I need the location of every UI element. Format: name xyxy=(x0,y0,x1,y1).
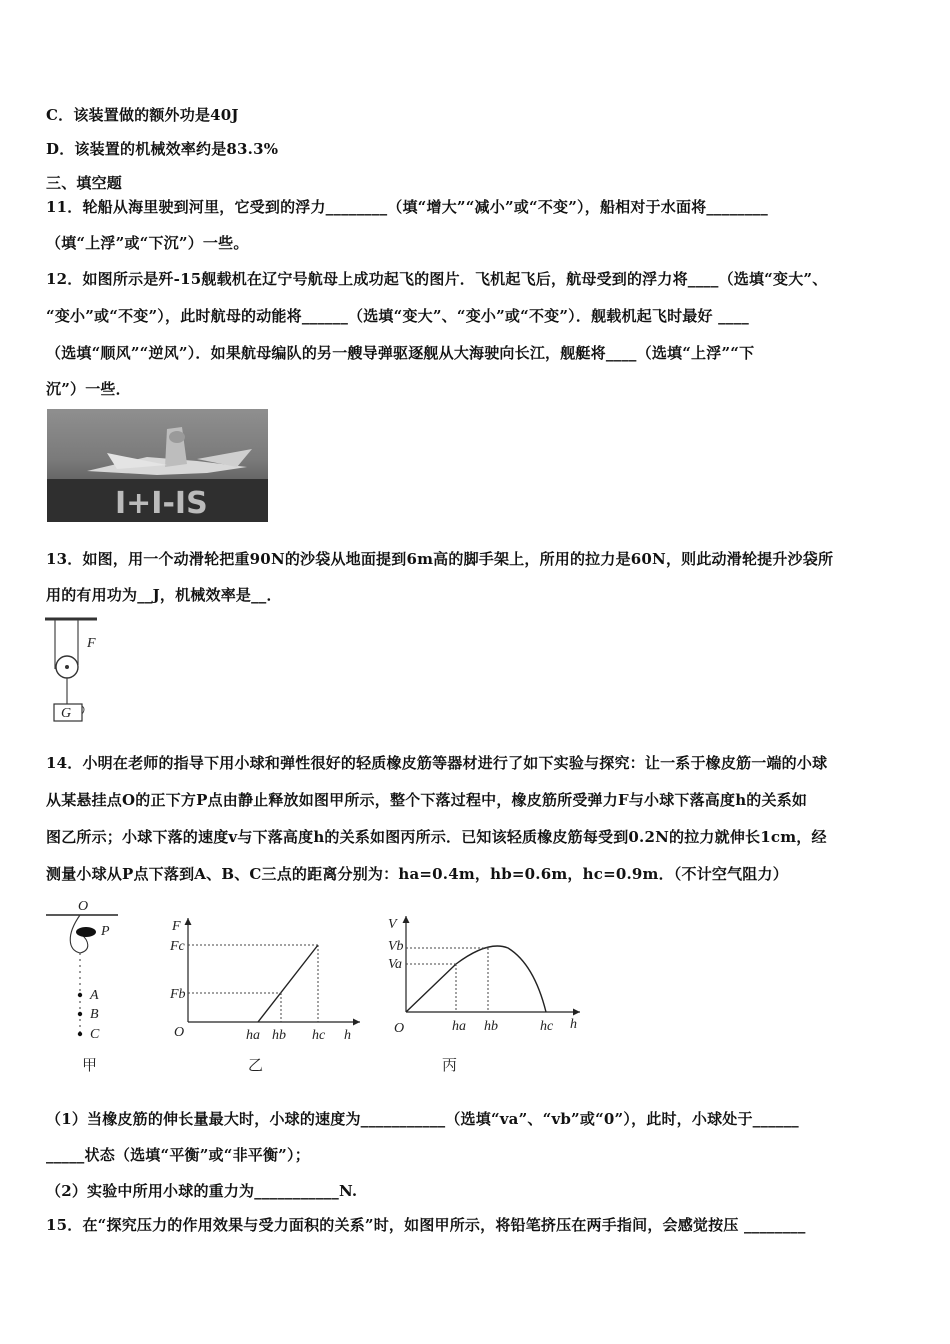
origin-label: O xyxy=(174,1025,185,1040)
fig-jia xyxy=(44,895,144,1075)
velocity-curve xyxy=(406,946,546,1012)
fig-yi xyxy=(166,912,366,1075)
hc-label: hc xyxy=(540,1019,554,1034)
q14-line2: 从某悬挂点O的正下方P点由静止释放如图甲所示，整个下落过程中，橡皮筋所受弹力F与小球下落高度h的关系如 xyxy=(46,791,808,809)
caption-jia: 甲 xyxy=(82,1056,98,1074)
v-axis-label: V xyxy=(388,917,397,932)
q12-line2: “变小”或“不变”），此时航母的动能将______（选填“变大”、“变小”或“不变”）．舰载机起飞时最好 ____ xyxy=(46,307,749,325)
q12-line4: 沉”）一些． xyxy=(46,380,131,398)
fb-label: Fb xyxy=(170,987,186,1002)
ball xyxy=(76,927,96,937)
q14-sub1-line1: （1）当橡皮筋的伸长量最大时，小球的速度为___________（选填“va”、“vb”或“0”），此时，小球处于______ xyxy=(46,1110,799,1128)
q14-line4: 测量小球从P点下落到A、B、C三点的距离分别为：ha=0.4m，hb=0.6m，hc=0.9m．（不计空气阻力） xyxy=(46,865,788,883)
hc-label: hc xyxy=(312,1028,326,1043)
h-axis-label: h xyxy=(344,1028,351,1043)
q13-line1: 13．如图，用一个动滑轮把重90N的沙袋从地面提到6m高的脚手架上，所用的拉力是60N，则此动滑轮提升沙袋所 xyxy=(46,550,834,568)
option-d: D．该装置的机械效率约是83.3% xyxy=(46,140,279,158)
fig-bing xyxy=(384,912,594,1075)
q12-line3: （选填“顺风”“逆风”）．如果航母编队的另一艘导弹驱逐舰从大海驶向长江，舰艇将____（选填“上浮”“下 xyxy=(46,344,755,362)
point-o-label: O xyxy=(78,899,89,914)
q15-line1: 15．在“探究压力的作用效果与受力面积的关系”时，如图甲所示，将铅笔挤压在两手指间，会感觉按压 ________ xyxy=(46,1216,806,1234)
caption-yi: 乙 xyxy=(248,1056,264,1074)
q12-line1: 12．如图所示是歼-15舰载机在辽宁号航母上成功起飞的图片．飞机起飞后，航母受到的浮力将____（选填“变大”、 xyxy=(46,270,828,288)
carrier-jet-photo xyxy=(47,409,268,522)
h-axis-label: h xyxy=(570,1017,577,1032)
origin-label: O xyxy=(394,1021,405,1036)
weight-label: G xyxy=(61,706,72,721)
option-c: C．该装置做的额外功是40J xyxy=(46,106,239,124)
force-line xyxy=(258,945,318,1022)
fc-label: Fc xyxy=(170,939,185,954)
point-b-label: B xyxy=(90,1007,99,1022)
f-axis-label: F xyxy=(172,919,181,934)
hb-label: hb xyxy=(272,1028,286,1043)
point-a-label: A xyxy=(90,988,99,1003)
q14-line3: 图乙所示；小球下落的速度v与下落高度h的关系如图丙所示．已知该轻质橡皮筋每受到0.2N的拉力就伸长1cm，经 xyxy=(46,828,827,846)
section-heading: 三、填空题 xyxy=(46,174,123,192)
svg-text:I+I-IS: I+I-IS xyxy=(115,486,208,521)
q13-line2: 用的有用功为__J，机械效率是__． xyxy=(46,586,282,604)
va-label: Va xyxy=(388,957,402,972)
vb-label: Vb xyxy=(388,939,404,954)
ha-label: ha xyxy=(452,1019,466,1034)
q14-line1: 14．小明在老师的指导下用小球和弹性很好的轻质橡皮筋等器材进行了如下实验与探究：让一系于橡皮筋一端的小球 xyxy=(46,754,828,772)
q11-line1: 11．轮船从海里驶到河里，它受到的浮力________（填“增大”“减小”或“不变”），船相对于水面将________ xyxy=(46,198,768,216)
q14-sub1-line2: _____状态（选填“平衡”或“非平衡”）； xyxy=(46,1146,310,1164)
ha-label: ha xyxy=(246,1028,260,1043)
q14-sub2: （2）实验中所用小球的重力为___________N. xyxy=(46,1182,358,1200)
point-c-label: C xyxy=(90,1027,100,1042)
pulley-diagram xyxy=(45,617,105,725)
caption-bing: 丙 xyxy=(442,1056,458,1074)
q11-line2: （填“上浮”或“下沉”）一些。 xyxy=(46,234,249,252)
force-label: F xyxy=(87,636,96,651)
point-p-label: P xyxy=(101,924,110,939)
hb-label: hb xyxy=(484,1019,498,1034)
